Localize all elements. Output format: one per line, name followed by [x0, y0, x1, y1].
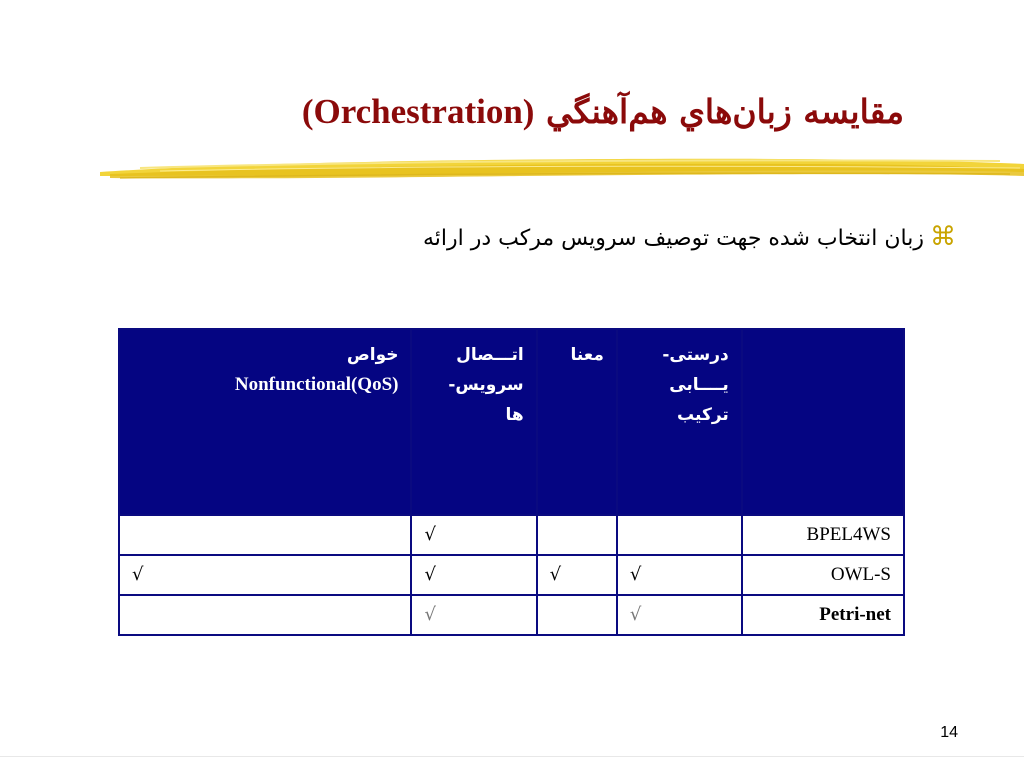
- cell: [617, 515, 742, 555]
- cell: [119, 555, 411, 595]
- header-correctness-line3: ترکیب: [677, 405, 729, 425]
- header-qos-line1: خواص: [346, 345, 399, 365]
- cell: [411, 515, 536, 555]
- header-semantics-label: معنا: [570, 345, 604, 365]
- bullet-text: زبان انتخاب شده جهت توصیف سرویس مرکب در ارائه: [422, 226, 924, 251]
- check-mark: √: [629, 604, 642, 625]
- bullet-line: [196, 222, 956, 252]
- row-name: Petri-net: [742, 595, 904, 635]
- header-connection-line3: ها: [505, 405, 524, 425]
- header-qos: [119, 329, 411, 515]
- check-mark: √: [424, 524, 436, 545]
- table-row: [119, 595, 904, 635]
- row-name: BPEL4WS: [742, 515, 904, 555]
- header-correctness-line2: یــــابی: [669, 375, 729, 395]
- cell: [537, 595, 617, 635]
- cell: [537, 555, 617, 595]
- table-row: [119, 555, 904, 595]
- header-connection-line1: اتـــصال: [456, 345, 524, 365]
- table-header-row: [119, 329, 904, 515]
- cell: [119, 515, 411, 555]
- check-mark: √: [424, 564, 436, 585]
- cell: [537, 515, 617, 555]
- check-mark: √: [549, 564, 562, 585]
- cell: [617, 555, 742, 595]
- header-semantics: [537, 329, 617, 515]
- header-service-connection: [411, 329, 536, 515]
- header-correctness: [617, 329, 742, 515]
- yellow-brush-underline: [100, 150, 1024, 190]
- header-empty-cell: [742, 329, 904, 515]
- command-key-bullet-icon: ⌘: [930, 222, 956, 252]
- check-mark: √: [132, 564, 144, 585]
- comparison-table: [118, 328, 905, 636]
- row-name: OWL-S: [742, 555, 904, 595]
- bottom-divider: [0, 756, 1024, 757]
- title-persian: مقايسه زبان‌هاي هم‌آهنگي: [545, 92, 904, 131]
- cell: [119, 595, 411, 635]
- title-latin: (Orchestration): [301, 92, 535, 131]
- header-correctness-line1: درستی-: [662, 345, 729, 365]
- cell: [617, 595, 742, 635]
- slide-title: [144, 92, 904, 132]
- page-number: 14: [940, 724, 958, 741]
- check-mark: √: [424, 604, 436, 625]
- check-mark: √: [629, 564, 642, 585]
- header-qos-line2: Nonfunctional(QoS): [234, 374, 399, 395]
- cell: [411, 555, 536, 595]
- table-row: [119, 515, 904, 555]
- cell: [411, 595, 536, 635]
- header-connection-line2: سرویس-: [448, 375, 524, 395]
